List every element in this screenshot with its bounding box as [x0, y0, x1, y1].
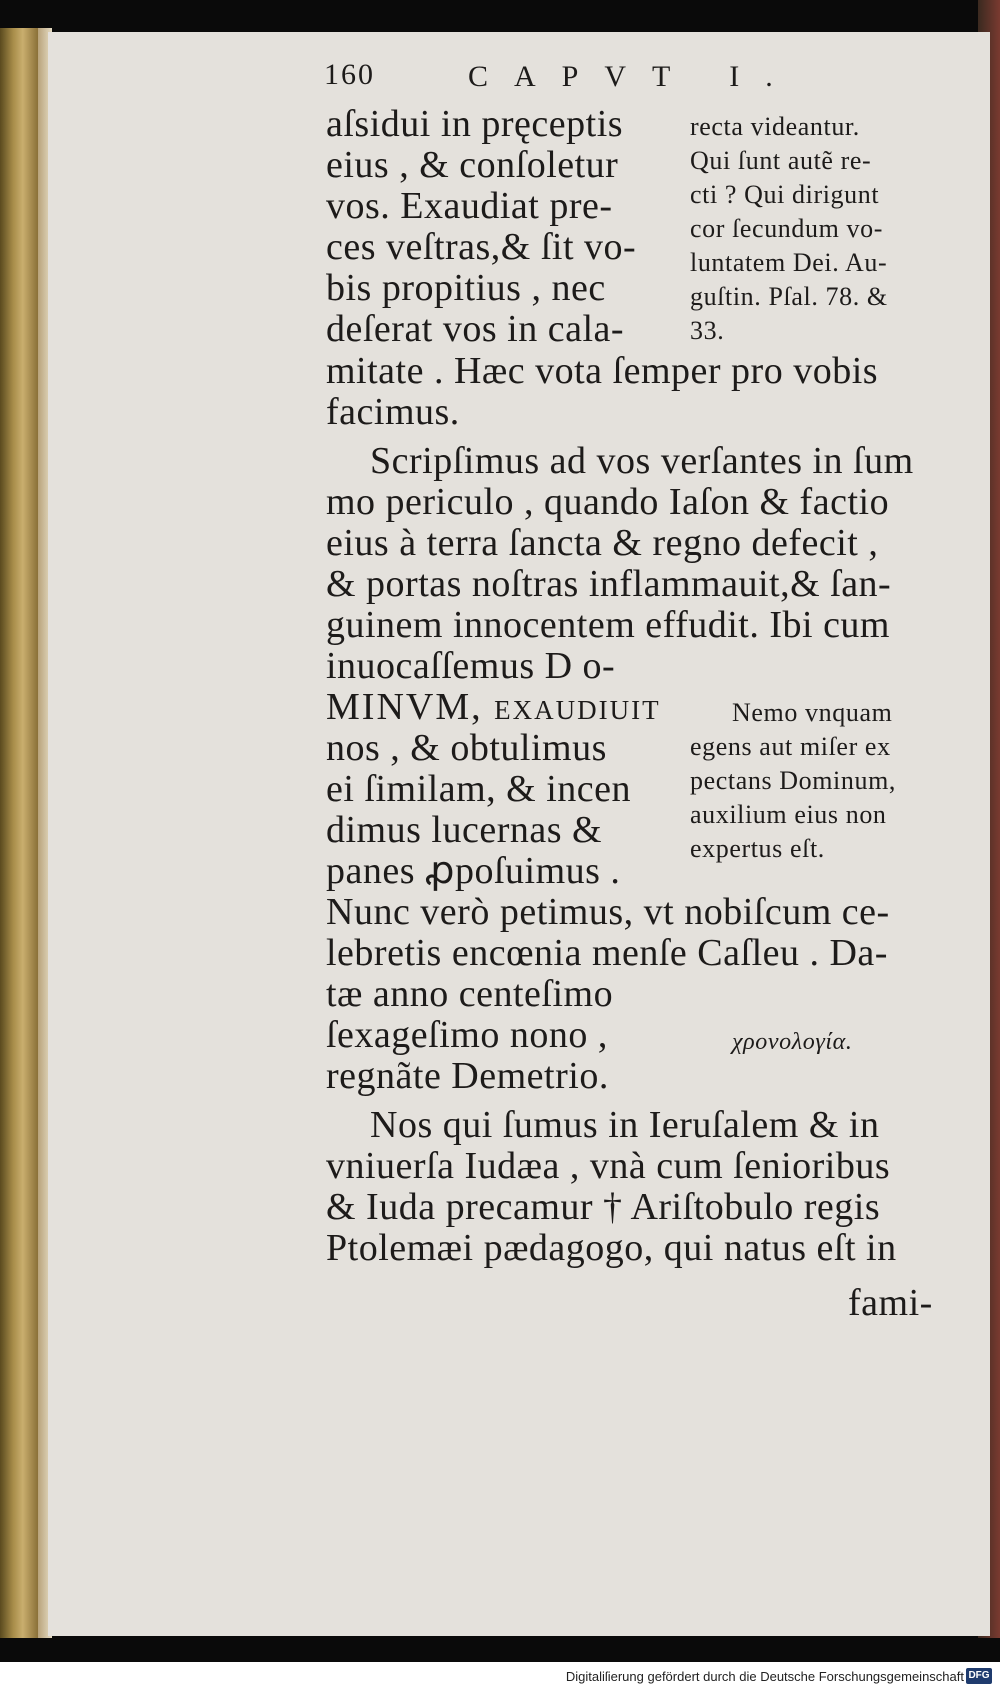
- scan-bottom-border: [0, 1638, 1000, 1662]
- text-line: aſsidui in pręceptis: [326, 103, 624, 145]
- marginal-note-line: pectans Dominum,: [690, 766, 897, 795]
- text-line: mo periculo , quando Iaſon & factio: [326, 481, 890, 523]
- marginal-note-line: recta videantur.: [690, 112, 860, 141]
- marginal-note-line: expertus eſt.: [690, 834, 825, 863]
- text-line: mitate . Hæc vota ſemper pro vobis: [326, 350, 879, 392]
- text-line: vniuerſa Iudæa , vnà cum ſenioribus: [326, 1145, 891, 1187]
- marginal-note-line: auxilium eius non: [690, 800, 887, 829]
- text-line: panes ꝓpoſuimus .: [326, 850, 621, 892]
- text-line: Nunc verò petimus, vt nobiſcum ce-: [326, 891, 890, 933]
- marginal-note-greek: χρονολογία.: [732, 1029, 853, 1055]
- text-line: facimus.: [326, 391, 460, 433]
- text-line: Scripſimus ad vos verſantes in ſum: [370, 440, 914, 482]
- page-number: 160: [324, 58, 375, 91]
- text-line: Ptolemæi pædagogo, qui natus eſt in: [326, 1227, 897, 1269]
- text-line: ces veſtras,& ſit vo-: [326, 226, 637, 268]
- running-title: CAPVT I.: [468, 60, 799, 93]
- text-line: inuocaſſemus D o-: [326, 645, 616, 687]
- book-spine: [0, 28, 38, 1638]
- funding-credit: Digitaliſierung gefördert durch die Deutsche Forschungsgemeinschaft: [565, 1669, 964, 1684]
- marginal-note-line: luntatem Dei. Au-: [690, 248, 888, 277]
- book-page: [48, 32, 990, 1636]
- text-line: vos. Exaudiat pre-: [326, 185, 613, 227]
- text-line: Nos qui ſumus in Ieruſalem & in: [370, 1104, 880, 1146]
- text-line: eius , & conſoletur: [326, 144, 619, 186]
- text-line: guinem innocentem effudit. Ibi cum: [326, 604, 890, 646]
- footer-bar: [0, 1662, 1000, 1692]
- text-line: eius à terra ſancta & regno defecit ,: [326, 522, 879, 564]
- text-line: & portas noſtras inflammauit,& ſan-: [326, 563, 892, 605]
- text-line: regnãte Demetrio.: [326, 1055, 609, 1097]
- text-line: lebretis encœnia menſe Caſleu . Da-: [326, 932, 888, 974]
- text-line: ſexageſimo nono ,: [326, 1014, 608, 1056]
- text-line: bis propitius , nec: [326, 267, 606, 309]
- text-line: nos , & obtulimus: [326, 727, 607, 769]
- text-line: dimus lucernas &: [326, 809, 603, 851]
- dfg-logo-icon: DFG: [966, 1668, 992, 1684]
- marginal-note-line: Nemo vnquam: [732, 698, 893, 727]
- marginal-note-line: Qui ſunt autẽ re-: [690, 146, 872, 175]
- marginal-note-line: 33.: [690, 316, 725, 345]
- text-line: & Iuda precamur † Ariſtobulo regis: [326, 1186, 881, 1228]
- marginal-note-line: guſtin. Pſal. 78. &: [690, 282, 888, 311]
- catchword: fami-: [848, 1282, 933, 1324]
- marginal-note-line: cor ſecundum vo-: [690, 214, 883, 243]
- text-line: MINVM, exaudiuit: [326, 686, 661, 728]
- marginal-note-line: cti ? Qui dirigunt: [690, 180, 880, 209]
- text-line: ei ſimilam, & incen: [326, 768, 631, 810]
- text-line: deſerat vos in cala-: [326, 308, 625, 350]
- marginal-note-line: egens aut miſer ex: [690, 732, 891, 761]
- text-line: tæ anno centeſimo: [326, 973, 614, 1015]
